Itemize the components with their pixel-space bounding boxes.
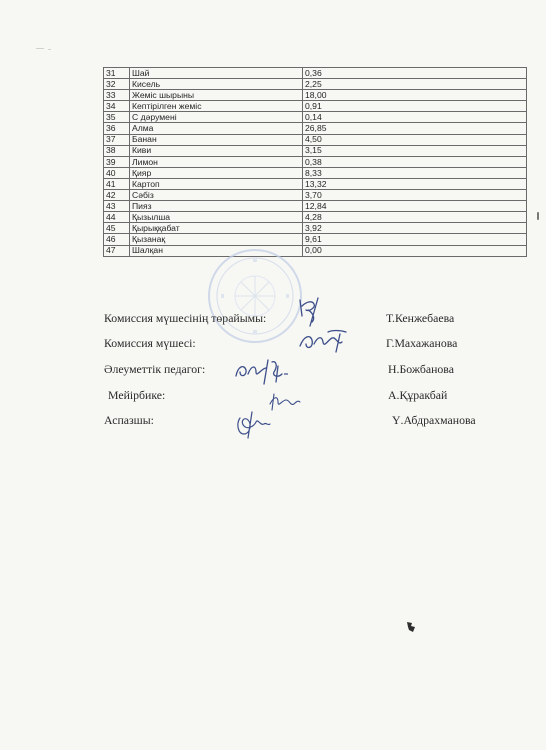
table-row [104, 190, 527, 201]
table-row [104, 156, 527, 167]
product-value: 0,38 [303, 156, 527, 167]
row-number: 37 [104, 134, 130, 145]
product-name: Сәбіз [130, 190, 303, 201]
row-number: 40 [104, 167, 130, 178]
product-name: Қызанақ [130, 234, 303, 245]
table-row [104, 134, 527, 145]
table-row [104, 167, 527, 178]
pedagogue-role: Әлеуметтік педагог: [104, 362, 206, 376]
row-number: 46 [104, 234, 130, 245]
row-number: 47 [104, 245, 130, 256]
product-value: 12,84 [303, 201, 527, 212]
scan-speck [537, 212, 539, 220]
cook-role: Аспазшы: [104, 413, 154, 427]
product-name: Қызылша [130, 212, 303, 223]
row-number: 45 [104, 223, 130, 234]
row-number: 36 [104, 123, 130, 134]
row-number: 35 [104, 112, 130, 123]
cook-signature [232, 408, 274, 442]
product-value: 0,14 [303, 112, 527, 123]
table-row [104, 245, 527, 256]
table-row [104, 178, 527, 189]
scan-speck [48, 49, 51, 50]
products-table [103, 67, 527, 257]
product-name: Қияр [130, 167, 303, 178]
chair-signature [290, 292, 330, 328]
row-number: 39 [104, 156, 130, 167]
member-name: Г.Махажанова [386, 336, 458, 350]
table-row [104, 201, 527, 212]
product-name: Жеміс шырыны [130, 90, 303, 101]
row-number: 41 [104, 178, 130, 189]
product-name: Шалқан [130, 245, 303, 256]
product-value: 0,36 [303, 68, 527, 79]
row-number: 43 [104, 201, 130, 212]
member-signature [296, 328, 352, 356]
cook-name: Ү.Абдрахманова [392, 413, 476, 427]
product-name: Кептірілген жеміс [130, 101, 303, 112]
product-name: Лимон [130, 156, 303, 167]
table-row [104, 79, 527, 90]
table-row [104, 234, 527, 245]
product-name: Киви [130, 145, 303, 156]
scan-mark [404, 620, 418, 634]
chair-role: Комиссия мүшесінің төрайымы: [104, 311, 267, 325]
product-name: Картоп [130, 178, 303, 189]
product-value: 26,85 [303, 123, 527, 134]
table-row [104, 123, 527, 134]
table-row [104, 68, 527, 79]
table-row [104, 90, 527, 101]
row-number: 34 [104, 101, 130, 112]
table-row [104, 101, 527, 112]
product-name: Қырыққабат [130, 223, 303, 234]
row-number: 44 [104, 212, 130, 223]
product-value: 0,00 [303, 245, 527, 256]
product-name: Шай [130, 68, 303, 79]
pedagogue-signature [232, 356, 292, 388]
product-value: 9,61 [303, 234, 527, 245]
member-role: Комиссия мүшесі: [104, 336, 196, 350]
product-value: 18,00 [303, 90, 527, 101]
nurse-role: Мейірбике: [108, 388, 166, 402]
row-number: 38 [104, 145, 130, 156]
table-row [104, 145, 527, 156]
products-table-body [104, 68, 527, 257]
product-value: 8,33 [303, 167, 527, 178]
chair-name: Т.Кенжебаева [386, 311, 455, 325]
table-row [104, 223, 527, 234]
product-value: 3,92 [303, 223, 527, 234]
product-value: 3,15 [303, 145, 527, 156]
product-name: С дәрумені [130, 112, 303, 123]
pedagogue-name: Н.Божбанова [388, 362, 454, 376]
product-value: 4,28 [303, 212, 527, 223]
row-number: 33 [104, 90, 130, 101]
product-value: 2,25 [303, 79, 527, 90]
product-value: 3,70 [303, 190, 527, 201]
table-row [104, 112, 527, 123]
row-number: 31 [104, 68, 130, 79]
row-number: 42 [104, 190, 130, 201]
product-name: Кисель [130, 79, 303, 90]
product-name: Банан [130, 134, 303, 145]
product-value: 4,50 [303, 134, 527, 145]
product-name: Алма [130, 123, 303, 134]
scan-speck [36, 48, 44, 49]
row-number: 32 [104, 79, 130, 90]
product-value: 13,32 [303, 178, 527, 189]
product-value: 0,91 [303, 101, 527, 112]
table-row [104, 212, 527, 223]
product-name: Пияз [130, 201, 303, 212]
nurse-name: А.Құракбай [388, 388, 448, 402]
